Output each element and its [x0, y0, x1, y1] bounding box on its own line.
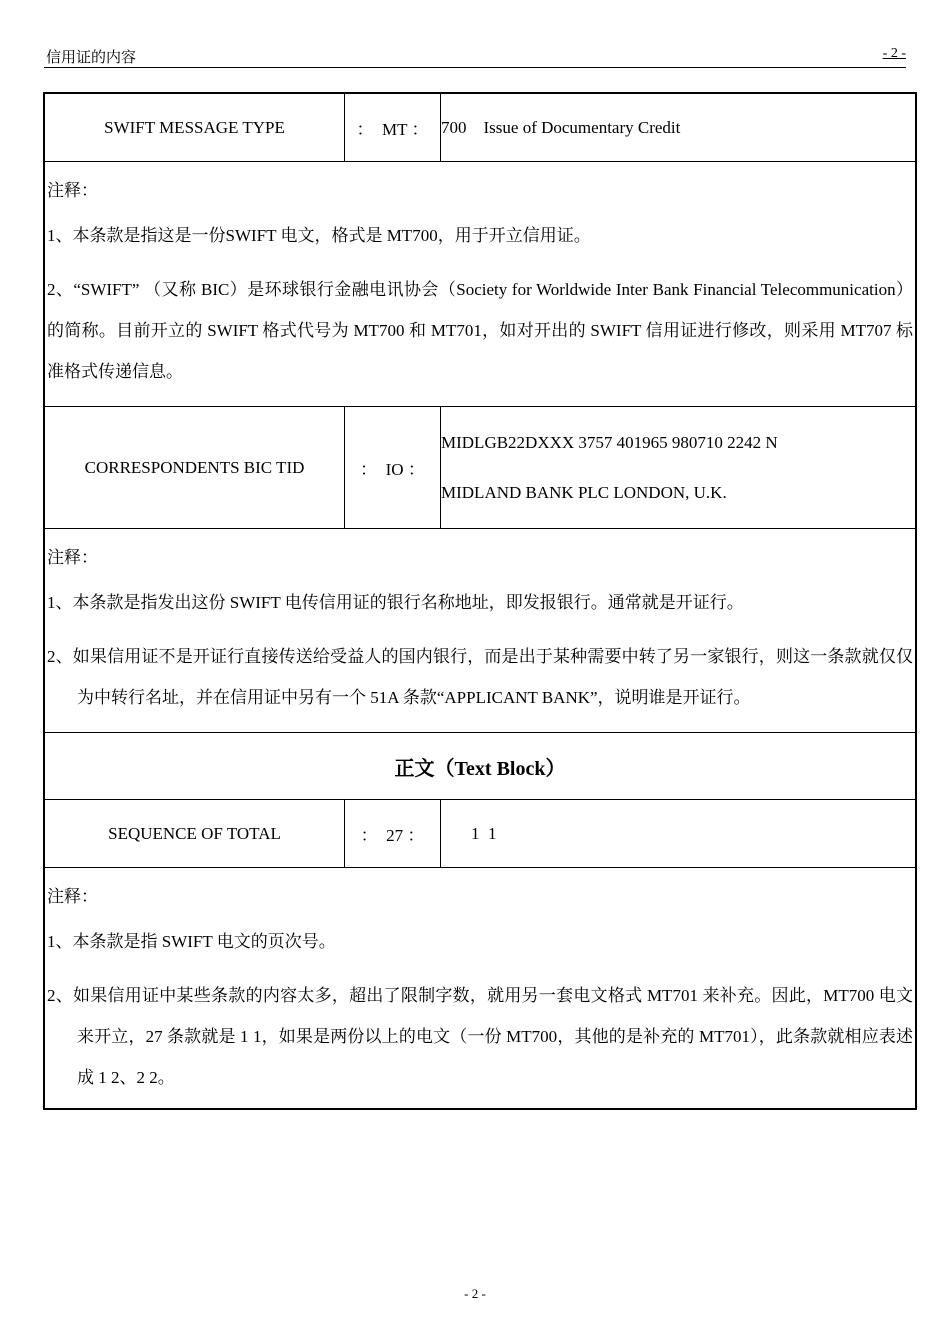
field-code-cell: ： 27 ： [345, 800, 441, 867]
note-block-sequence [45, 868, 915, 1108]
field-value-cell: 1 1 [471, 823, 497, 843]
field-name-cell: CORRESPONDENTS BIC TID [45, 407, 345, 528]
field-code-cell: ： IO ： [345, 407, 441, 528]
note-item: 1、本条款是指 SWIFT 电文的页次号。 [47, 932, 336, 951]
message-type-row [45, 94, 915, 162]
note-label: 注释： [47, 887, 98, 906]
note-item: 1、本条款是指这是一份SWIFT 电文，格式是 MT700，用于开立信用证。 [47, 226, 591, 245]
sequence-row [45, 800, 915, 868]
correspondent-bic-row [45, 407, 915, 529]
field-code-cell: ： MT ： [345, 94, 441, 161]
note-label: 注释： [47, 181, 98, 200]
bank-name-line: MIDLAND BANK PLC LONDON, U.K. [441, 482, 727, 502]
footer-page-number: - 2 - [464, 1286, 486, 1301]
note-item: 2、如果信用证不是开证行直接传送给受益人的国内银行，而是出于某种需要中转了另一家银行，则这一条款就仅仅为中转行名址，并在信用证中另有一个 51A 条款“APPLICANT BANK”，说明谁是开证行。 [47, 647, 913, 707]
note-item: 1、本条款是指发出这份 SWIFT 电传信用证的银行名称地址，即发报银行。通常就是开证行。 [47, 593, 744, 612]
text-block-heading: 正文（Text Block） [45, 733, 915, 800]
note-label: 注释： [47, 548, 98, 567]
header-rule [44, 67, 906, 68]
running-header-title: 信用证的内容 [46, 50, 137, 66]
note-item: 2、如果信用证中某些条款的内容太多，超出了限制字数，就用另一套电文格式 MT701 来补充。因此，MT700 电文来开立，27 条款就是 1 1，如果是两份以上的电文（一份 MT700，其他的是补充的 MT701），此条款就相应表述成 1 2、2 2。 [47, 986, 913, 1087]
field-value-cell: 700 Issue of Documentary Credit [441, 117, 681, 137]
note-item: 2、“SWIFT” （又称 BIC）是环球银行金融电讯协会（Society for Worldwide Inter Bank Financial Telecommunication）的简称。目前开立的 SWIFT 格式代号为 MT700 和 MT701，如对开出的 SWIFT 信用证进行修改，则采用 MT707 标准格式传递信息。 [47, 280, 913, 381]
note-block-message-type [45, 162, 915, 407]
running-header-page-number: - 2 - [882, 46, 906, 61]
lc-clause-table [43, 92, 917, 1110]
note-block-correspondent [45, 529, 915, 733]
field-name-cell: SEQUENCE OF TOTAL [45, 800, 345, 867]
field-value-cell [441, 407, 915, 528]
field-name-cell: SWIFT MESSAGE TYPE [45, 94, 345, 161]
bic-tid-line: MIDLGB22DXXX 3757 401965 980710 2242 N [441, 432, 778, 452]
